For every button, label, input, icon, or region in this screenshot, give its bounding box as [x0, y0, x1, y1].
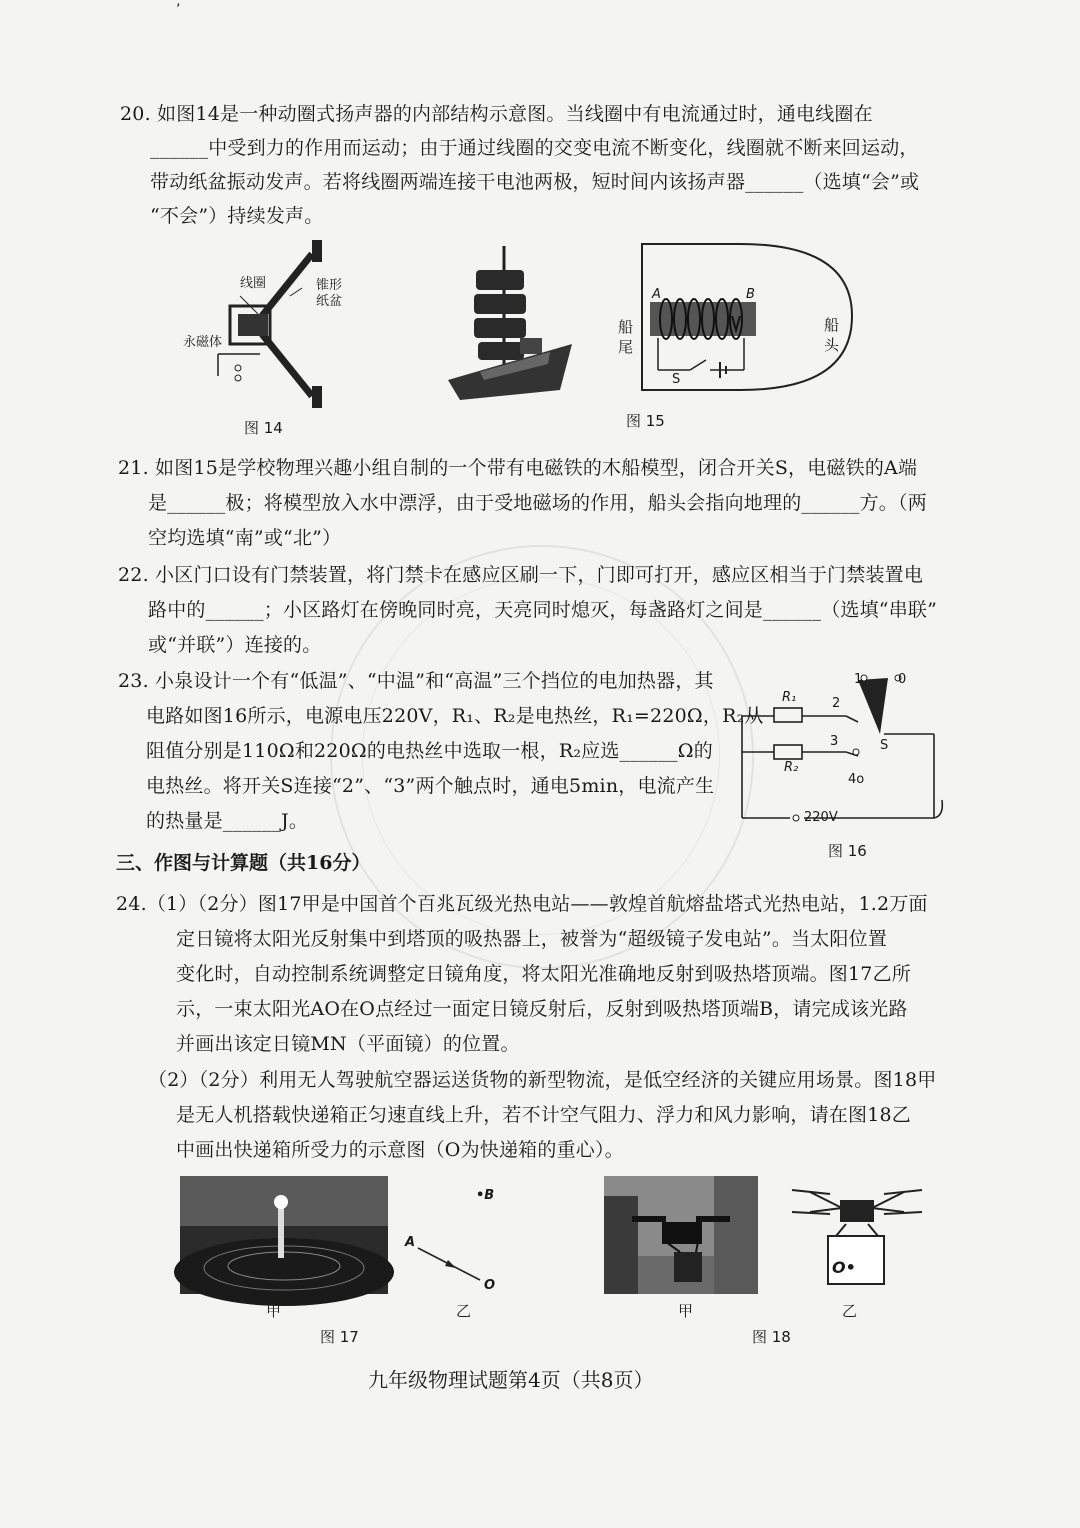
label-yi: 乙: [456, 1302, 472, 1320]
drone-delivery-photo: [604, 1176, 758, 1294]
solar-power-station-photo: [180, 1176, 388, 1294]
label-magnet: 永磁体: [183, 335, 223, 350]
q20-line-3: 带动纸盆振动发声。若将线圈两端连接干电池两极，短时间内该扬声器______（选填“会”或: [150, 171, 920, 193]
page-footer: 九年级物理试题第4页（共8页）: [368, 1368, 654, 1392]
caption-fig15: 图 15: [626, 412, 665, 430]
label-yi: 乙: [842, 1302, 858, 1320]
label-stern-2: 尾: [618, 338, 634, 356]
speaker-diagram: [200, 236, 360, 416]
incident-ray-ao: [414, 1244, 490, 1284]
label-bow-1: 船: [824, 316, 840, 334]
section-heading: 三、作图与计算题（共16分）: [116, 852, 371, 874]
q24-line-5: 并画出该定日镜MN（平面镜）的位置。: [176, 1033, 520, 1055]
label-contact-0: 0: [898, 672, 907, 687]
label-r2: R₂: [784, 760, 799, 775]
q20-line-1: 20. 如图14是一种动圈式扬声器的内部结构示意图。当线圈中有电流通过时，通电线圈在: [120, 103, 873, 125]
label-voltage: 220V: [804, 810, 838, 825]
point-o: O: [484, 1278, 496, 1293]
q23-line-3: 阻值分别是110Ω和220Ω的电热丝中选取一根，R₂应选______Ω的: [146, 740, 713, 762]
label-a: A: [652, 287, 661, 302]
q24-line-3: 变化时，自动控制系统调整定日镜角度，将太阳光准确地反射到吸热塔顶端。图17乙所: [176, 963, 911, 985]
label-b: B: [746, 287, 755, 302]
caption-fig16: 图 16: [828, 842, 867, 860]
corner-mark: ’: [176, 2, 181, 18]
q23-line-1: 23. 小泉设计一个有“低温”、“中温”和“高温”三个挡位的电加热器，其: [118, 670, 714, 692]
drone-package-diagram: [790, 1184, 924, 1292]
label-cone-2: 纸盆: [316, 294, 343, 309]
label-cone: 锥形: [316, 278, 343, 293]
q21-line-2: 是______极；将模型放入水中漂浮，由于受地磁场的作用，船头会指向地理的______方。（两: [148, 492, 927, 514]
q24-line-1: 24.（1）（2分）图17甲是中国首个百兆瓦级光热电站——敦煌首航熔盐塔式光热电站，1.2万面: [116, 893, 928, 915]
label-contact-2: 2: [832, 696, 841, 711]
q20-line-4: “不会”）持续发声。: [150, 205, 324, 227]
label-contact-1: 1: [854, 672, 863, 687]
point-a: A: [405, 1235, 416, 1250]
label-contact-3: 3: [830, 734, 839, 749]
q24-line-7: 是无人机搭载快递箱正匀速直线上升，若不计空气阻力、浮力和风力影响，请在图18乙: [176, 1104, 911, 1126]
label-jia: 甲: [678, 1302, 694, 1320]
label-jia: 甲: [266, 1302, 282, 1320]
q21-line-1: 21. 如图15是学校物理兴趣小组自制的一个带有电磁铁的木船模型，闭合开关S，电磁铁的A端: [118, 457, 918, 479]
caption-fig14: 图 14: [244, 419, 283, 437]
q23-line-2: 电路如图16所示，电源电压220V，R₁、R₂是电热丝，R₁=220Ω，R₂从: [146, 705, 764, 727]
label-bow-2: 头: [824, 336, 840, 354]
caption-fig18: 图 18: [752, 1328, 791, 1346]
q20-line-2: ______中受到力的作用而运动；由于通过线圈的交变电流不断变化，线圈就不断来回运动，: [150, 137, 919, 159]
q21-line-3: 空均选填“南”或“北”）: [148, 527, 342, 549]
q22-line-2: 路中的______；小区路灯在傍晚同时亮，天亮同时熄灭，每盏路灯之间是______（选填“串联”: [148, 599, 938, 621]
label-contact-4: 4o: [848, 772, 865, 787]
q22-line-1: 22. 小区门口设有门禁装置，将门禁卡在感应区刷一下，门即可打开，感应区相当于门禁装置电: [118, 564, 924, 586]
q24-line-4: 示，一束太阳光AO在O点经过一面定日镜反射后，反射到吸热塔顶端B，请完成该光路: [176, 998, 908, 1020]
q23-line-5: 的热量是______J。: [146, 810, 309, 832]
q23-line-4: 电热丝。将开关S连接“2”、“3”两个触点时，通电5min，电流产生: [146, 775, 715, 797]
point-b: •B: [476, 1188, 495, 1203]
label-r1: R₁: [782, 690, 797, 705]
q22-line-3: 或“并联”）连接的。: [148, 634, 322, 656]
boat-model-image: [440, 240, 580, 410]
label-stern-1: 船: [618, 318, 634, 336]
caption-fig17: 图 17: [320, 1328, 359, 1346]
label-switch-s: S: [672, 372, 681, 387]
q24-line-6: （2）（2分）利用无人驾驶航空器运送货物的新型物流，是低空经济的关键应用场景。图18甲: [148, 1069, 937, 1091]
q24-line-8: 中画出快递箱所受力的示意图（O为快递箱的重心）。: [176, 1139, 624, 1161]
label-switch-s: S: [880, 738, 889, 753]
label-coil: 线圈: [240, 276, 267, 291]
center-point-o: O•: [832, 1258, 856, 1277]
heater-circuit-diagram: [738, 670, 948, 830]
q24-line-2: 定日镜将太阳光反射集中到塔顶的吸热器上，被誉为“超级镜子发电站”。当太阳位置: [176, 928, 888, 950]
